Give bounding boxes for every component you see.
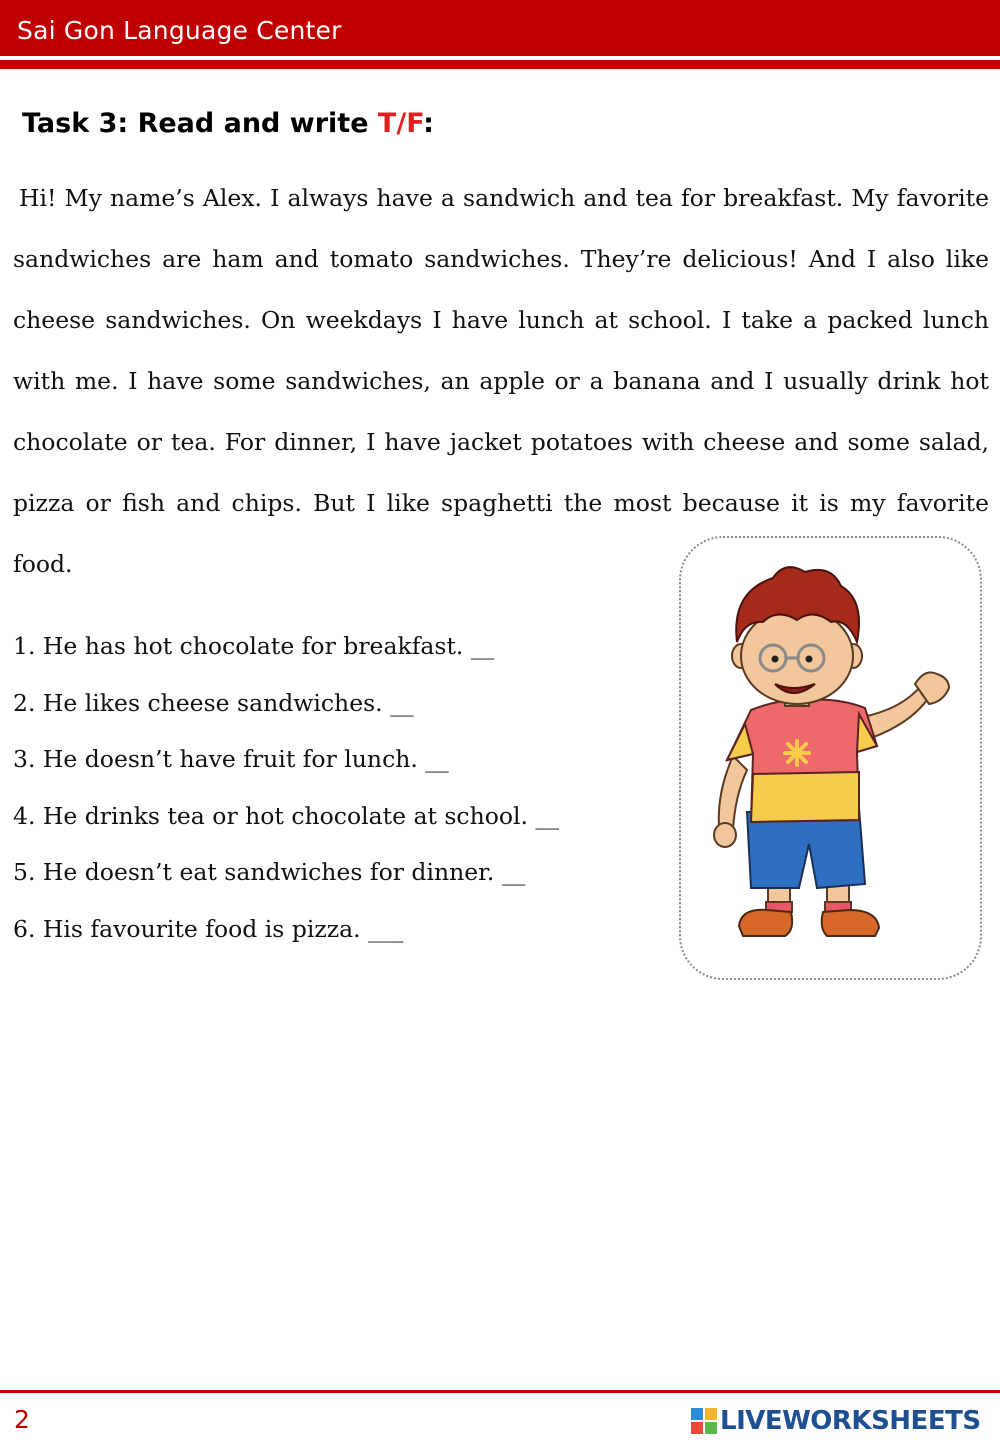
task-title	[22, 106, 434, 142]
question-item[interactable]: 1. He has hot chocolate for breakfast. __	[13, 632, 495, 660]
task-title-prefix: Task 3: Read and write	[22, 108, 378, 139]
task-title-suffix: :	[423, 108, 434, 139]
header-rule	[0, 60, 1000, 69]
question-item[interactable]: 5. He doesn’t eat sandwiches for dinner. __	[13, 858, 526, 887]
question-item[interactable]: 3. He doesn’t have fruit for lunch. __	[13, 745, 449, 774]
question-item[interactable]: 6. His favourite food is pizza. ___	[13, 914, 404, 943]
task-title-highlight: T/F	[377, 108, 424, 139]
question-list	[13, 622, 653, 962]
liveworksheets-icon	[691, 1408, 717, 1434]
center-name: Sai Gon Language Center	[17, 16, 342, 45]
question-item[interactable]: 2. He likes cheese sandwiches. __	[13, 688, 414, 717]
footer-rule	[0, 1390, 1000, 1393]
header-bar	[0, 0, 1000, 56]
question-item[interactable]: 4. He drinks tea or hot chocolate at school. __	[13, 801, 559, 830]
liveworksheets-logo[interactable]	[691, 1403, 981, 1439]
reading-passage: Hi! My name’s Alex. I always have a sandwich and tea for breakfast. My favorite sandwiches are ham and tomato sandwiches. They’re delicious! And I also like cheese sandwiches. On weekdays I have lunch at school. I take a packed lunch with me. I have some sandwiches, an apple or a banana and I usually drink hot chocolate or tea. For dinner, I have jacket potatoes with cheese and some salad, pizza or fish and chips. But I like spaghetti the most because it is my favorite food.	[13, 184, 989, 578]
picture-frame	[679, 536, 982, 980]
boy-illustration	[681, 538, 980, 978]
page-number: 2	[14, 1405, 30, 1434]
liveworksheets-brand: LIVEWORKSHEETS	[720, 1406, 981, 1436]
